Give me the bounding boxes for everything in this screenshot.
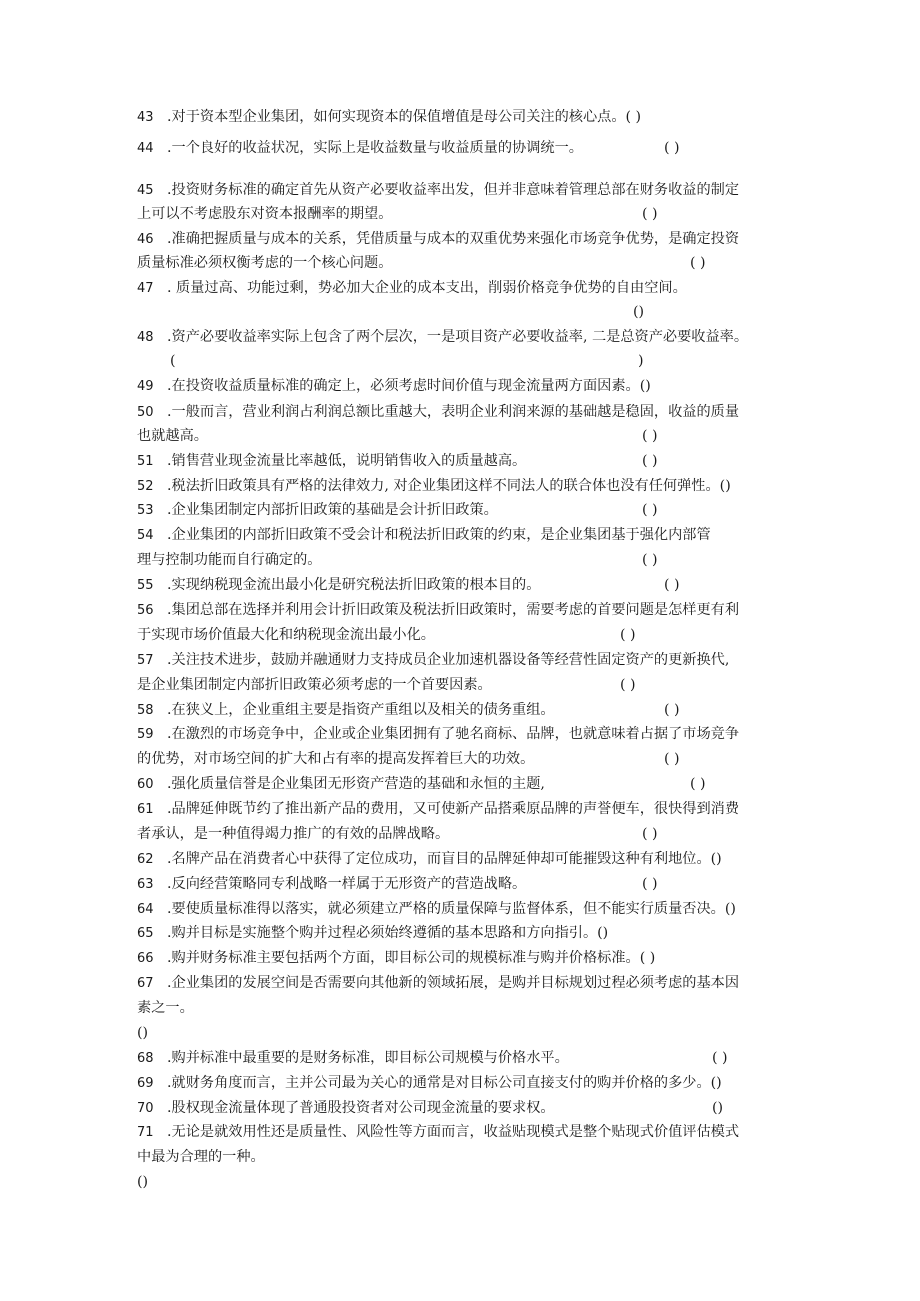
question-number: 68 bbox=[137, 1051, 154, 1066]
question-text: .投资财务标准的确定首先从资产必要收益率出发，但并非意味着管理总部在财务收益的制定 bbox=[167, 182, 740, 198]
question-continuation: 质量标准必须权衡考虑的一个核心问题。 bbox=[137, 255, 393, 271]
question-text: .在狭义上，企业重组主要是指资产重组以及相关的债务重组。 bbox=[167, 702, 555, 718]
question-47 bbox=[137, 276, 687, 302]
question-text: .企业集团的发展空间是否需要向其他新的领域拓展，是购并目标规划过程必须考虑的基本因 bbox=[167, 975, 740, 991]
question-number: 52 bbox=[137, 479, 154, 494]
question-number: 50 bbox=[137, 405, 154, 420]
question-number: 43 bbox=[137, 110, 154, 125]
question-43 bbox=[137, 105, 641, 131]
question-53 bbox=[137, 498, 498, 524]
answer-blank: ( ) bbox=[642, 552, 658, 568]
question-text: .企业集团的内部折旧政策不受会计和税法折旧政策的约束，是企业集团基于强化内部管 bbox=[167, 527, 711, 543]
question-64 bbox=[137, 897, 736, 923]
question-50 bbox=[137, 400, 739, 426]
question-number: 71 bbox=[137, 1125, 154, 1140]
answer-blank: ( ) bbox=[642, 453, 658, 469]
question-text: .资产必要收益率实际上包含了两个层次，一是项目资产必要收益率, 二是总资产必要收益率。 bbox=[167, 329, 749, 345]
answer-blank: ( ) bbox=[620, 677, 636, 693]
question-number: 51 bbox=[137, 454, 154, 469]
answer-blank: () bbox=[137, 1025, 149, 1041]
question-text: .无论是就效用性还是质量性、风险性等方面而言，收益贴现模式是整个贴现式价值评估模式 bbox=[167, 1124, 740, 1140]
question-63 bbox=[137, 872, 526, 898]
question-number: 61 bbox=[137, 802, 154, 817]
question-text: .强化质量信誉是企业集团无形资产营造的基础和永恒的主题, bbox=[167, 776, 545, 792]
question-number: 44 bbox=[137, 141, 154, 156]
question-60 bbox=[137, 772, 545, 798]
question-text: .对于资本型企业集团，如何实现资本的保值增值是母公司关注的核心点。( ) bbox=[167, 109, 642, 125]
question-continuation: 也就越高。 bbox=[137, 428, 208, 444]
answer-blank: ( ) bbox=[664, 577, 680, 593]
question-44 bbox=[137, 136, 583, 162]
question-number: 56 bbox=[137, 603, 154, 618]
question-continuation: 上可以不考虑股东对资本报酬率的期望。 bbox=[137, 206, 393, 222]
question-66 bbox=[137, 946, 655, 972]
answer-blank: ( ) bbox=[664, 702, 680, 718]
question-number: 64 bbox=[137, 902, 154, 917]
question-number: 53 bbox=[137, 503, 154, 518]
question-68 bbox=[137, 1046, 569, 1072]
question-67 bbox=[137, 971, 739, 997]
question-number: 57 bbox=[137, 653, 154, 668]
question-continuation: 素之一。 bbox=[137, 1000, 194, 1016]
answer-blank: ( ) bbox=[690, 776, 706, 792]
answer-blank: ( ) bbox=[642, 876, 658, 892]
question-number: 45 bbox=[137, 183, 154, 198]
question-text: .就财务角度而言，主并公司最为关心的通常是对目标公司直接支付的购并价格的多少。() bbox=[167, 1075, 722, 1091]
question-number: 60 bbox=[137, 777, 154, 792]
answer-blank: () bbox=[633, 304, 645, 320]
question-text: .销售营业现金流量比率越低，说明销售收入的质量越高。 bbox=[167, 453, 527, 469]
question-text: .关注技术进步，鼓励并融通财力支持成员企业加速机器设备等经营性固定资产的更新换代, bbox=[167, 652, 730, 668]
question-number: 62 bbox=[137, 852, 154, 867]
question-text: .准确把握质量与成本的关系，凭借质量与成本的双重优势来强化市场竞争优势，是确定投资 bbox=[167, 231, 740, 247]
question-number: 67 bbox=[137, 976, 154, 991]
answer-blank: ( ) bbox=[642, 502, 658, 518]
question-number: 63 bbox=[137, 877, 154, 892]
answer-blank: () bbox=[712, 1100, 724, 1116]
answer-blank: ( ) bbox=[664, 751, 680, 767]
question-text: .实现纳税现金流出最小化是研究税法折旧政策的根本目的。 bbox=[167, 577, 541, 593]
question-56 bbox=[137, 598, 739, 624]
question-continuation: 理与控制功能而自行确定的。 bbox=[137, 552, 322, 568]
question-text: .要使质量标准得以落实，就必须建立严格的质量保障与监督体系，但不能实行质量否决。() bbox=[167, 901, 736, 917]
question-text: .一般而言，营业利润占利润总额比重越大，表明企业利润来源的基础越是稳固，收益的质量 bbox=[167, 404, 740, 420]
question-continuation: 者承认，是一种值得竭力推广的有效的品牌战略。 bbox=[137, 826, 450, 842]
question-number: 66 bbox=[137, 951, 154, 966]
question-text: .反向经营策略同专利战略一样属于无形资产的营造战略。 bbox=[167, 876, 527, 892]
answer-blank: ( ) bbox=[664, 140, 680, 156]
question-text: .一个良好的收益状况，实际上是收益数量与收益质量的协调统一。 bbox=[167, 140, 583, 156]
question-69 bbox=[137, 1071, 722, 1097]
question-45 bbox=[137, 178, 739, 204]
question-number: 69 bbox=[137, 1076, 154, 1091]
answer-blank: ( ) bbox=[712, 1050, 728, 1066]
question-46 bbox=[137, 227, 739, 253]
question-71 bbox=[137, 1120, 739, 1146]
question-number: 54 bbox=[137, 528, 154, 543]
question-54 bbox=[137, 523, 711, 549]
question-62 bbox=[137, 847, 722, 873]
answer-blank-close: ) bbox=[638, 353, 644, 369]
answer-blank: () bbox=[137, 1174, 149, 1190]
question-text: .品牌延伸既节约了推出新产品的费用，又可使新产品搭乘原品牌的声誉便车，很快得到消费 bbox=[167, 801, 740, 817]
question-number: 46 bbox=[137, 232, 154, 247]
question-number: 49 bbox=[137, 379, 154, 394]
answer-blank: ( ) bbox=[690, 255, 706, 271]
question-text: .集团总部在选择并利用会计折旧政策及税法折旧政策时，需要考虑的首要问题是怎样更有利 bbox=[167, 602, 740, 618]
question-65 bbox=[137, 921, 608, 947]
question-49 bbox=[137, 374, 651, 400]
question-text: .股权现金流量体现了普通股投资者对公司现金流量的要求权。 bbox=[167, 1100, 555, 1116]
answer-blank: ( ) bbox=[620, 627, 636, 643]
question-70 bbox=[137, 1096, 555, 1122]
question-number: 58 bbox=[137, 703, 154, 718]
question-57 bbox=[137, 648, 729, 674]
question-text: .企业集团制定内部折旧政策的基础是会计折旧政策。 bbox=[167, 502, 498, 518]
question-number: 59 bbox=[137, 727, 154, 742]
question-number: 65 bbox=[137, 926, 154, 941]
question-58 bbox=[137, 698, 555, 724]
answer-blank-open: ( bbox=[170, 353, 176, 369]
question-number: 55 bbox=[137, 578, 154, 593]
answer-blank: ( ) bbox=[642, 206, 658, 222]
question-continuation: 的优势，对市场空间的扩大和占有率的提高发挥着巨大的功效。 bbox=[137, 751, 535, 767]
question-text: .购并标准中最重要的是财务标准，即目标公司规模与价格水平。 bbox=[167, 1050, 569, 1066]
question-continuation: 是企业集团制定内部折旧政策必须考虑的一个首要因素。 bbox=[137, 677, 492, 693]
answer-blank: ( ) bbox=[642, 826, 658, 842]
question-text: .购并财务标准主要包括两个方面，即目标公司的规模标准与购并价格标准。( ) bbox=[167, 950, 656, 966]
question-text: .购并目标是实施整个购并过程必须始终遵循的基本思路和方向指引。() bbox=[167, 925, 609, 941]
question-text: .在激烈的市场竞争中，企业或企业集团拥有了驰名商标、品牌，也就意味着占据了市场竞争 bbox=[167, 726, 740, 742]
question-55 bbox=[137, 573, 540, 599]
question-text: .税法折旧政策具有严格的法律效力, 对企业集团这样不同法人的联合体也没有任何弹性。() bbox=[167, 478, 731, 494]
question-text: .在投资收益质量标准的确定上，必须考虑时间价值与现金流量两方面因素。() bbox=[167, 378, 651, 394]
question-61 bbox=[137, 797, 739, 823]
question-text: . 质量过高、功能过剩，势必加大企业的成本支出，削弱价格竞争优势的自由空间。 bbox=[167, 280, 687, 296]
question-text: .名牌产品在消费者心中获得了定位成功，而盲目的品牌延伸却可能摧毁这种有利地位。() bbox=[167, 851, 722, 867]
question-48 bbox=[137, 325, 748, 351]
question-continuation: 于实现市场价值最大化和纳税现金流出最小化。 bbox=[137, 627, 435, 643]
question-number: 48 bbox=[137, 330, 154, 345]
answer-blank: ( ) bbox=[642, 428, 658, 444]
question-51 bbox=[137, 449, 526, 475]
question-59 bbox=[137, 722, 739, 748]
question-52 bbox=[137, 474, 731, 500]
question-number: 70 bbox=[137, 1101, 154, 1116]
question-number: 47 bbox=[137, 281, 154, 296]
question-continuation: 中最为合理的一种。 bbox=[137, 1149, 265, 1165]
